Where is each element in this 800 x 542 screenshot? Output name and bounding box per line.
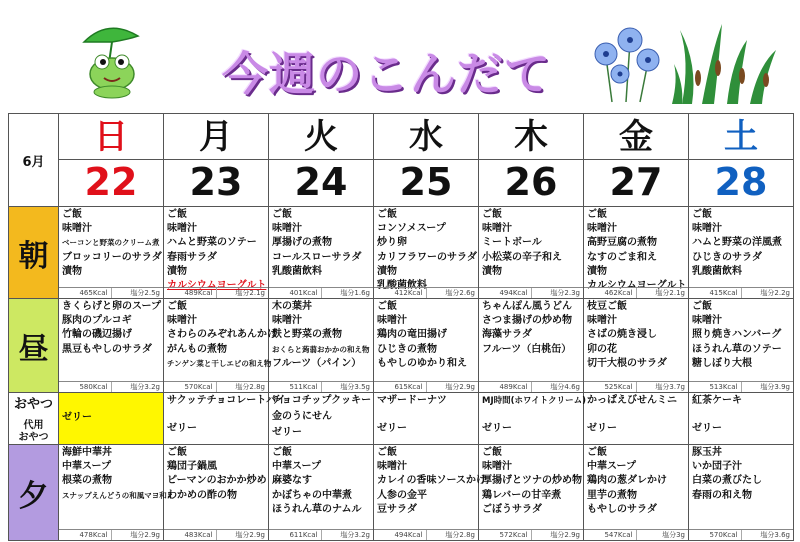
menu-item: ご飯	[272, 209, 292, 220]
menu-item: 麩と野菜の煮物	[272, 329, 342, 341]
breakfast-label: 朝	[9, 207, 59, 299]
menu-item-list	[269, 299, 373, 371]
calorie-value: 415Kcal	[689, 288, 742, 298]
menu-item: 照り焼きハンバーグ	[692, 329, 782, 341]
nutrition-footer	[269, 381, 373, 392]
menu-item: さばの焼き浸し	[587, 329, 657, 341]
menu-item: 味噌汁	[377, 315, 407, 327]
lunch-label: 昼	[9, 299, 59, 393]
day-header-1: 月 23	[164, 114, 269, 207]
menu-item: 豆サラダ	[377, 503, 417, 515]
menu-item: 黒豆もやしのサラダ	[62, 343, 152, 355]
calorie-value: 478Kcal	[59, 530, 112, 540]
menu-item-list	[689, 299, 793, 371]
snack-cell-3: マザードーナツ ゼリー	[374, 393, 479, 445]
breakfast-cell-6	[689, 207, 794, 299]
menu-item: もやしのゆかり和え	[377, 357, 467, 369]
nutrition-footer	[584, 287, 688, 298]
nutrition-footer	[59, 529, 163, 540]
snack-cell-2: チョコチップクッキー 金のうにせん ゼリー	[269, 393, 374, 445]
menu-item: 味噌汁	[587, 223, 617, 235]
snack-cell-0: ゼリー	[59, 393, 164, 445]
menu-item: 炒り卵	[377, 237, 407, 249]
menu-item: 味噌汁	[167, 223, 197, 235]
menu-item: がんもの煮物	[167, 343, 227, 355]
calorie-value: 494Kcal	[374, 530, 427, 540]
menu-item: ひじきの煮物	[377, 343, 437, 355]
menu-item: 中華スープ	[272, 461, 321, 473]
flowers-icon	[586, 22, 666, 102]
menu-item: 鶏団子鍋風	[167, 461, 217, 473]
menu-item: かぼちゃの中華煮	[272, 489, 352, 501]
menu-item: 味噌汁	[692, 315, 722, 327]
nutrition-footer	[164, 287, 268, 298]
menu-item: ご飯	[272, 447, 292, 458]
calorie-value: 580Kcal	[59, 382, 112, 392]
menu-item: 漬物	[482, 265, 502, 277]
menu-item: 味噌汁	[167, 315, 197, 327]
menu-item: 味噌汁	[482, 223, 512, 235]
breakfast-cell-3	[374, 207, 479, 299]
salt-value: 塩分2.3g	[550, 289, 580, 297]
calorie-value: 611Kcal	[269, 530, 322, 540]
nutrition-footer	[269, 287, 373, 298]
lunch-cell-1	[164, 299, 277, 393]
lunch-cell-4	[479, 299, 584, 393]
menu-item: ご飯	[587, 209, 607, 220]
snack-label: おやつ 代用 おやつ	[9, 393, 59, 445]
menu-item-list	[269, 445, 373, 517]
menu-item: カレイの香味ソースかけ	[377, 475, 486, 487]
menu-item: 麻婆なす	[272, 475, 312, 487]
menu-item: ピーマンのおかか炒め	[167, 475, 267, 487]
salt-value: 塩分2.8g	[235, 383, 265, 391]
snack-cell-1: サクッテチョコレートパイ ゼリー	[164, 393, 269, 445]
menu-item: もやしのサラダ	[587, 503, 657, 515]
menu-item: 味噌汁	[587, 315, 617, 327]
menu-item-list	[59, 445, 175, 503]
menu-item: さわらのみぞれあんかけ	[167, 329, 277, 341]
dinner-cell-4	[479, 445, 584, 541]
calorie-value: 570Kcal	[689, 530, 742, 540]
day-header-4: 木 26	[479, 114, 584, 207]
menu-item: カルシウムヨーグルト	[587, 280, 687, 292]
salt-value: 塩分3.2g	[130, 383, 160, 391]
salt-value: 塩分4.6g	[550, 383, 580, 391]
dinner-cell-1	[164, 445, 269, 541]
menu-item: ご飯	[692, 209, 712, 220]
nutrition-footer	[59, 381, 163, 392]
header	[0, 0, 800, 112]
menu-item-list	[584, 445, 688, 517]
menu-item: ごぼうサラダ	[482, 503, 542, 515]
menu-item: 中華スープ	[62, 461, 111, 473]
salt-value: 塩分3g	[662, 531, 685, 539]
lunch-row	[9, 299, 794, 393]
menu-item-list	[164, 207, 268, 293]
menu-item: おくらと蒟蒻おかかの和え物	[272, 344, 370, 354]
nutrition-footer	[269, 529, 373, 540]
breakfast-cell-0	[59, 207, 164, 299]
menu-item: きくらげと卵のスープ	[62, 301, 161, 312]
menu-item: 漬物	[62, 265, 82, 277]
salt-value: 塩分2.9g	[235, 531, 265, 539]
menu-item: ご飯	[377, 301, 397, 312]
menu-item-list	[269, 207, 373, 279]
menu-item: 枝豆ご飯	[587, 301, 627, 312]
breakfast-cell-1	[164, 207, 269, 299]
lunch-cell-6	[689, 299, 794, 393]
salt-value: 塩分2.9g	[550, 531, 580, 539]
menu-item: カリフラワーのサラダ	[377, 251, 477, 263]
calorie-value: 462Kcal	[584, 288, 637, 298]
menu-item: 海藻サラダ	[482, 329, 532, 341]
nutrition-footer	[479, 287, 583, 298]
menu-item: 乳酸菌飲料	[692, 265, 742, 277]
menu-item: 味噌汁	[272, 315, 302, 327]
calorie-value: 401Kcal	[269, 288, 322, 298]
breakfast-row	[9, 207, 794, 299]
menu-item: ご飯	[587, 447, 607, 458]
menu-item-list	[584, 207, 688, 293]
dinner-row	[9, 445, 794, 541]
dinner-label: 夕	[9, 445, 59, 541]
menu-item: 味噌汁	[692, 223, 722, 235]
breakfast-cell-5	[584, 207, 689, 299]
menu-item: 味噌汁	[482, 461, 512, 473]
menu-item: ご飯	[377, 209, 397, 220]
nutrition-footer	[374, 529, 478, 540]
salt-value: 塩分2.5g	[130, 289, 160, 297]
day-header-2: 火 24	[269, 114, 374, 207]
salt-value: 塩分2.1g	[235, 289, 265, 297]
day-header-3: 水 25	[374, 114, 479, 207]
lunch-cell-2	[269, 299, 374, 393]
dinner-cell-5	[584, 445, 689, 541]
menu-item: 鶏肉の葱ダレかけ	[587, 475, 667, 487]
salt-value: 塩分1.6g	[340, 289, 370, 297]
menu-item: フルーツ（白桃缶）	[482, 343, 572, 355]
menu-item: ちゃんぽん風うどん	[482, 301, 572, 312]
menu-item: カルシウムヨーグルト	[167, 280, 267, 292]
snack-cell-4: MJ時間(ホワイトクリーム) ゼリー	[479, 393, 584, 445]
menu-item-list	[479, 299, 583, 357]
menu-item-list	[689, 445, 793, 503]
menu-item-list	[479, 445, 583, 517]
menu-item: スナップえんどうの和風マヨ和え	[62, 490, 175, 500]
menu-item: 白菜の煮びたし	[692, 475, 762, 487]
salt-value: 塩分3.9g	[760, 383, 790, 391]
lunch-cell-0	[59, 299, 164, 393]
salt-value: 塩分3.5g	[340, 383, 370, 391]
snack-row	[9, 393, 794, 445]
calorie-value: 489Kcal	[479, 382, 532, 392]
nutrition-footer	[584, 381, 688, 392]
dinner-cell-0	[59, 445, 175, 541]
breakfast-cell-2	[269, 207, 374, 299]
calorie-value: 494Kcal	[479, 288, 532, 298]
frog-icon	[78, 22, 144, 102]
menu-item: ミートボール	[482, 237, 542, 249]
menu-item: 味噌汁	[272, 223, 302, 235]
menu-item: 糖しぼり大根	[692, 357, 752, 369]
menu-item: 乳酸菌飲料	[272, 265, 322, 277]
menu-item: 春雨の和え物	[692, 489, 752, 501]
salt-value: 塩分2.6g	[445, 289, 475, 297]
calorie-value: 465Kcal	[59, 288, 112, 298]
calorie-value: 483Kcal	[164, 530, 217, 540]
menu-item: コールスローサラダ	[272, 251, 362, 263]
salt-value: 塩分3.2g	[340, 531, 370, 539]
menu-item: 高野豆腐の煮物	[587, 237, 657, 249]
menu-item: いか団子汁	[692, 461, 742, 473]
menu-item: ご飯	[377, 447, 397, 458]
calorie-value: 547Kcal	[584, 530, 637, 540]
page-title: 今週のこんだて	[222, 47, 551, 101]
calorie-value: 570Kcal	[164, 382, 217, 392]
menu-item: ほうれん草のソテー	[692, 343, 782, 355]
menu-item: 鶏肉の竜田揚げ	[377, 329, 447, 341]
salt-value: 塩分3.6g	[760, 531, 790, 539]
lunch-cell-5	[584, 299, 689, 393]
menu-item: ほうれん草のナムル	[272, 503, 362, 515]
dinner-cell-6	[689, 445, 794, 541]
nutrition-footer	[689, 287, 793, 298]
calorie-value: 513Kcal	[689, 382, 742, 392]
menu-item-list	[59, 299, 163, 357]
menu-item: 豚玉丼	[692, 447, 722, 458]
menu-item: わかめの酢の物	[167, 489, 237, 501]
breakfast-cell-4	[479, 207, 584, 299]
menu-item-list	[374, 445, 486, 517]
calorie-value: 615Kcal	[374, 382, 427, 392]
salt-value: 塩分2.8g	[445, 531, 475, 539]
menu-item: さつま揚げの炒め物	[482, 315, 572, 327]
nutrition-footer	[164, 381, 268, 392]
menu-item: ご飯	[482, 447, 502, 458]
calorie-value: 412Kcal	[374, 288, 427, 298]
menu-item-list	[374, 207, 478, 293]
menu-table	[8, 113, 794, 541]
menu-item: ご飯	[167, 301, 187, 312]
menu-item: ご飯	[482, 209, 502, 220]
menu-item: 漬物	[377, 265, 397, 277]
menu-item: 豚肉のプルコギ	[62, 315, 132, 327]
salt-value: 塩分2.2g	[760, 289, 790, 297]
day-header-6: 土 28	[689, 114, 794, 207]
menu-item: 乳酸菌飲料	[377, 280, 427, 292]
menu-item: ベーコンと野菜のクリーム煮	[62, 238, 160, 248]
menu-item: ご飯	[167, 209, 187, 220]
menu-item-list	[164, 299, 277, 371]
cattail-icon	[672, 20, 782, 104]
menu-item-list	[164, 445, 268, 503]
menu-item: ハムと野菜のソテー	[167, 237, 257, 249]
menu-item: 里芋の煮物	[587, 489, 637, 501]
menu-item: 漬物	[587, 265, 607, 277]
menu-item: 春雨サラダ	[167, 251, 217, 263]
calorie-value: 572Kcal	[479, 530, 532, 540]
menu-item: 根菜の煮物	[62, 475, 112, 487]
menu-item-list	[479, 207, 583, 279]
menu-item: 厚揚げとツナの炒め物	[482, 475, 582, 487]
salt-value: 塩分2.9g	[130, 531, 160, 539]
menu-item-list	[59, 207, 163, 279]
menu-item: 味噌汁	[62, 223, 92, 235]
menu-item: ご飯	[692, 301, 712, 312]
nutrition-footer	[689, 381, 793, 392]
menu-item-list	[584, 299, 688, 371]
menu-item: ハムと野菜の洋風煮	[692, 237, 782, 249]
menu-item: 木の葉丼	[272, 301, 312, 312]
menu-table-wrap	[8, 113, 794, 538]
lunch-cell-3	[374, 299, 479, 393]
menu-item: フルーツ（パイン）	[272, 357, 362, 369]
nutrition-footer	[59, 287, 163, 298]
month-label: 6月	[9, 114, 59, 207]
menu-item: ひじきのサラダ	[692, 251, 762, 263]
menu-item: 小松菜の辛子和え	[482, 251, 562, 263]
menu-item: チンゲン菜と干しエビの和え物	[167, 358, 272, 368]
menu-item: 漬物	[167, 265, 187, 277]
menu-item: コンソメスープ	[377, 223, 446, 235]
menu-item: 竹輪の磯辺揚げ	[62, 329, 132, 341]
nutrition-footer	[479, 529, 583, 540]
menu-item: 人参の金平	[377, 489, 427, 501]
menu-item: 中華スープ	[587, 461, 636, 473]
nutrition-footer	[584, 529, 688, 540]
menu-item: 鶏レバーの甘辛煮	[482, 489, 562, 501]
menu-item: 海鮮中華丼	[62, 447, 112, 458]
dinner-cell-2	[269, 445, 374, 541]
snack-cell-6: 紅茶ケーキ ゼリー	[689, 393, 794, 445]
nutrition-footer	[374, 381, 478, 392]
calorie-value: 489Kcal	[164, 288, 217, 298]
menu-item: 切干大根のサラダ	[587, 357, 667, 369]
menu-item-list	[689, 207, 793, 279]
menu-item: なすのごま和え	[587, 251, 657, 263]
nutrition-footer	[689, 529, 793, 540]
menu-item: 厚揚げの煮物	[272, 237, 332, 249]
day-header-5: 金 27	[584, 114, 689, 207]
calorie-value: 511Kcal	[269, 382, 322, 392]
dinner-cell-3	[374, 445, 486, 541]
menu-item-list	[374, 299, 478, 371]
salt-value: 塩分3.7g	[655, 383, 685, 391]
nutrition-footer	[374, 287, 478, 298]
calorie-value: 525Kcal	[584, 382, 637, 392]
menu-item: ご飯	[62, 209, 82, 220]
menu-item: 味噌汁	[377, 461, 407, 473]
day-header-0: 日 22	[59, 114, 164, 207]
menu-item: 卯の花	[587, 343, 617, 355]
salt-value: 塩分2.9g	[445, 383, 475, 391]
nutrition-footer	[479, 381, 583, 392]
snack-cell-5: かっぱえびせんミニ ゼリー	[584, 393, 689, 445]
salt-value: 塩分2.1g	[655, 289, 685, 297]
menu-item: ご飯	[167, 447, 187, 458]
menu-item: ブロッコリーのサラダ	[62, 251, 162, 263]
nutrition-footer	[164, 529, 268, 540]
